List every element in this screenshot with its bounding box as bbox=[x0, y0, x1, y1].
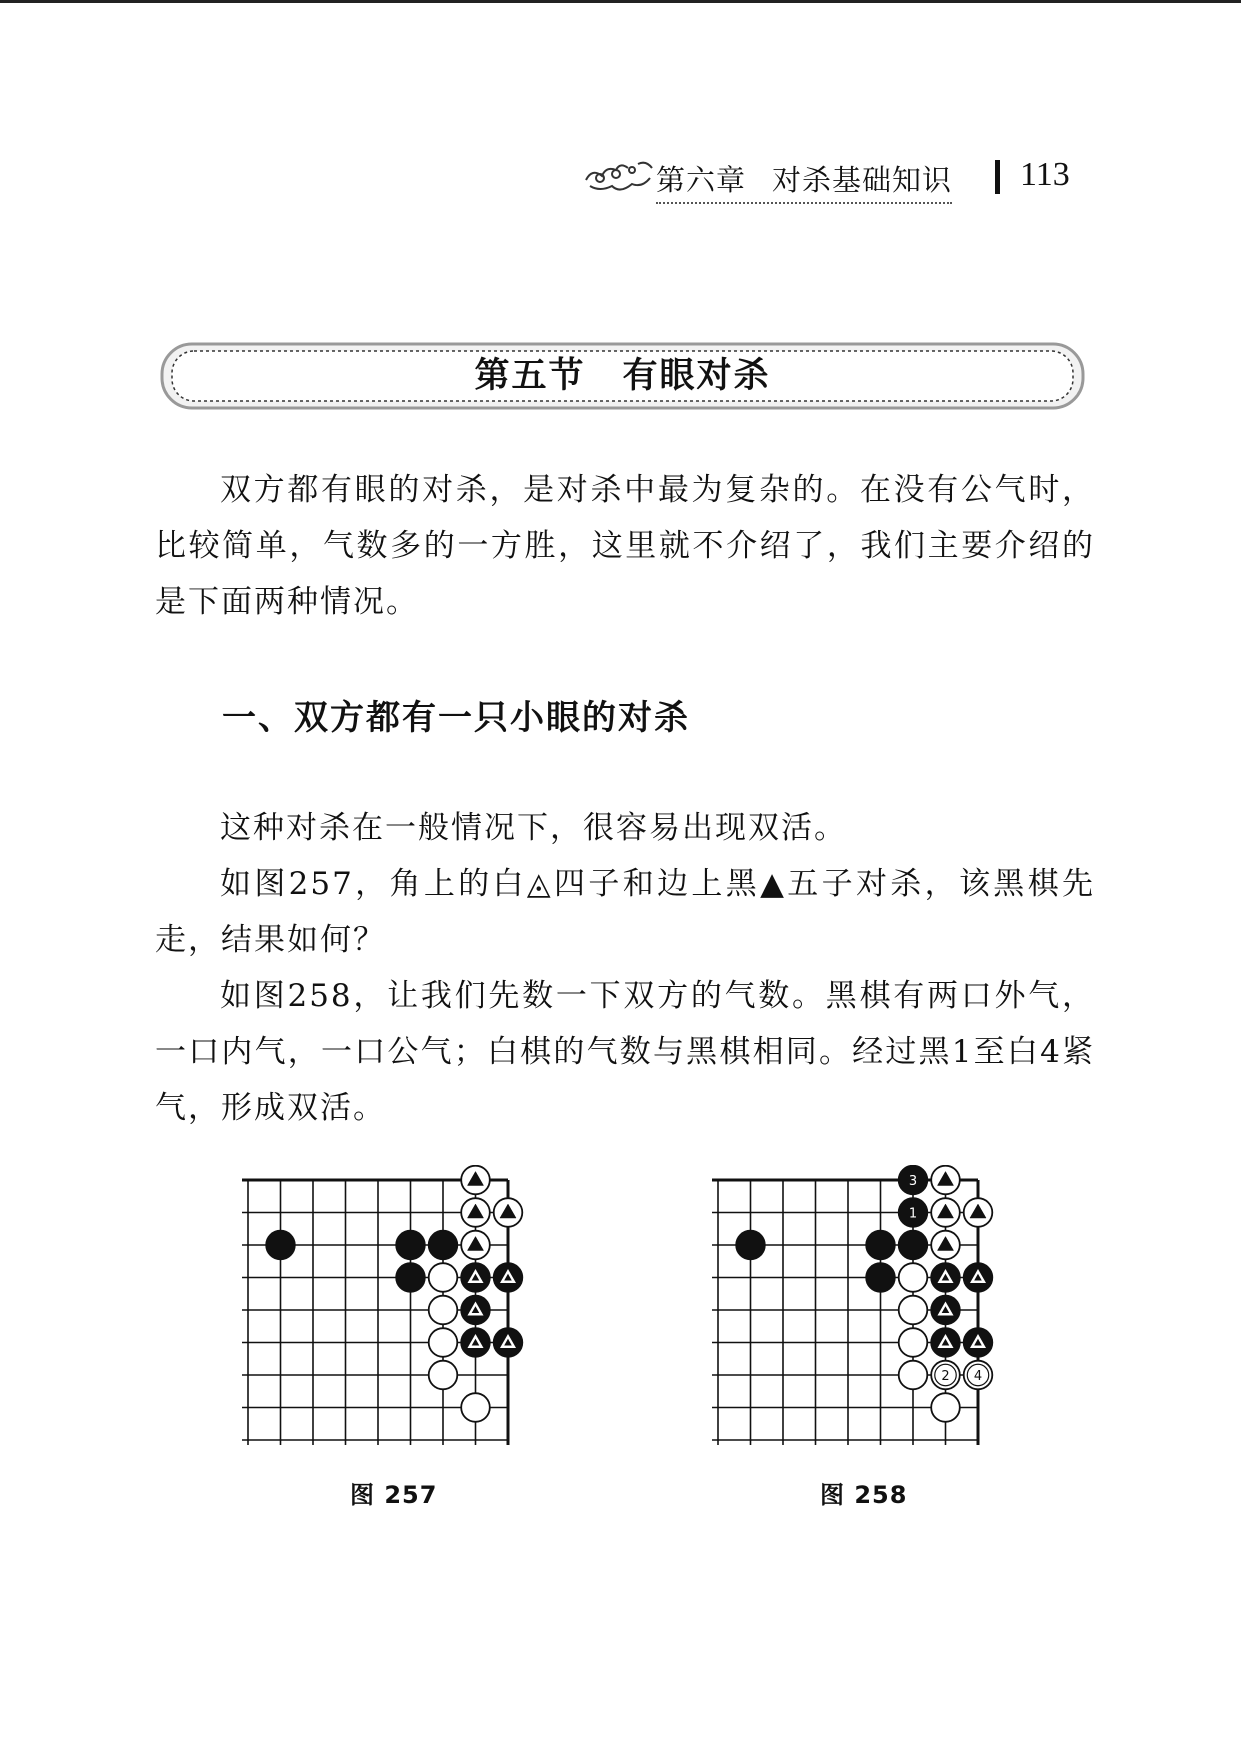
figure-257-caption: 图 257 bbox=[350, 1481, 438, 1509]
fig257-stone-5 bbox=[494, 1263, 523, 1292]
svg-text:3: 3 bbox=[908, 1174, 918, 1189]
fig258-numbered-stone-1 bbox=[899, 1198, 928, 1227]
board-258-stones bbox=[736, 1166, 992, 1422]
header-separator bbox=[995, 160, 1000, 194]
fig258-stone-14 bbox=[866, 1231, 895, 1260]
top-border-line bbox=[0, 0, 1241, 3]
fig258-stone-7 bbox=[931, 1328, 960, 1357]
fig257-stone-7 bbox=[461, 1328, 490, 1357]
fig258-stone-10 bbox=[899, 1296, 928, 1325]
fig258-numbered-stone-3 bbox=[964, 1361, 993, 1390]
cloud-ornament-icon bbox=[580, 150, 660, 200]
subsection-title: 一、双方都有一只小眼的对杀 bbox=[222, 698, 690, 738]
section-title: 第五节 有眼对杀 bbox=[474, 355, 771, 396]
fig258-stone-6 bbox=[931, 1296, 960, 1325]
fig258-stone-17 bbox=[736, 1231, 765, 1260]
fig258-stone-4 bbox=[931, 1263, 960, 1292]
fig257-stone-14 bbox=[396, 1231, 425, 1260]
fig257-stone-4 bbox=[461, 1263, 490, 1292]
chapter-label: 第六章 bbox=[656, 163, 747, 197]
intro-paragraph: 双方都有眼的对杀，是对杀中最为复杂的。在没有公气时，比较简单，气数多的一方胜，这里就不介绍了，我们主要介绍的是下面两种情况。 bbox=[155, 472, 1095, 620]
fig258-numbered-stone-2 bbox=[931, 1361, 960, 1390]
fig258-stone-11 bbox=[899, 1328, 928, 1357]
fig257-stone-6 bbox=[461, 1296, 490, 1325]
paragraph-1: 这种对杀在一般情况下，很容易出现双活。 bbox=[220, 810, 847, 846]
fig257-stone-15 bbox=[429, 1231, 458, 1260]
fig258-stone-9 bbox=[899, 1263, 928, 1292]
fig258-stone-12 bbox=[899, 1361, 928, 1390]
fig257-stone-2 bbox=[494, 1198, 523, 1227]
fig257-stone-3 bbox=[461, 1231, 490, 1260]
chapter-heading bbox=[656, 158, 952, 204]
section-banner bbox=[160, 340, 1085, 412]
fig258-stone-8 bbox=[964, 1328, 993, 1357]
svg-text:2: 2 bbox=[941, 1369, 950, 1384]
fig258-stone-15 bbox=[899, 1231, 928, 1260]
chapter-title: 对杀基础知识 bbox=[772, 163, 953, 197]
fig258-stone-3 bbox=[931, 1231, 960, 1260]
fig257-stone-17 bbox=[266, 1231, 295, 1260]
go-diagram-258 bbox=[710, 1165, 1010, 1445]
running-header bbox=[580, 150, 1100, 200]
fig257-stone-0 bbox=[461, 1166, 490, 1195]
fig257-stone-13 bbox=[461, 1393, 490, 1422]
fig258-stone-2 bbox=[964, 1198, 993, 1227]
fig257-stone-9 bbox=[429, 1263, 458, 1292]
fig258-stone-5 bbox=[964, 1263, 993, 1292]
fig257-stone-10 bbox=[429, 1296, 458, 1325]
paragraph-2: 如图257，角上的白◬四子和边上黑▲五子对杀，该黑棋先走，结果如何？ bbox=[155, 866, 1095, 958]
figure-258-caption: 图 258 bbox=[820, 1481, 908, 1509]
fig257-stone-11 bbox=[429, 1328, 458, 1357]
fig258-stone-0 bbox=[931, 1166, 960, 1195]
fig257-stone-8 bbox=[494, 1328, 523, 1357]
fig257-stone-16 bbox=[396, 1263, 425, 1292]
fig257-stone-12 bbox=[429, 1361, 458, 1390]
board-257-stones bbox=[266, 1166, 522, 1422]
paragraph-3: 如图258，让我们先数一下双方的气数。黑棋有两口外气，一口内气，一口公气；白棋的气数与黑棋相同。经过黑1至白4紧气，形成双活。 bbox=[155, 978, 1095, 1126]
fig257-stone-1 bbox=[461, 1198, 490, 1227]
svg-text:4: 4 bbox=[973, 1369, 983, 1384]
fig258-numbered-stone-0 bbox=[899, 1166, 928, 1195]
fig258-stone-13 bbox=[931, 1393, 960, 1422]
go-diagram-257 bbox=[240, 1165, 540, 1445]
fig258-stone-16 bbox=[866, 1263, 895, 1292]
page-number: 113 bbox=[1020, 156, 1070, 193]
fig258-stone-1 bbox=[931, 1198, 960, 1227]
svg-text:1: 1 bbox=[908, 1206, 918, 1222]
